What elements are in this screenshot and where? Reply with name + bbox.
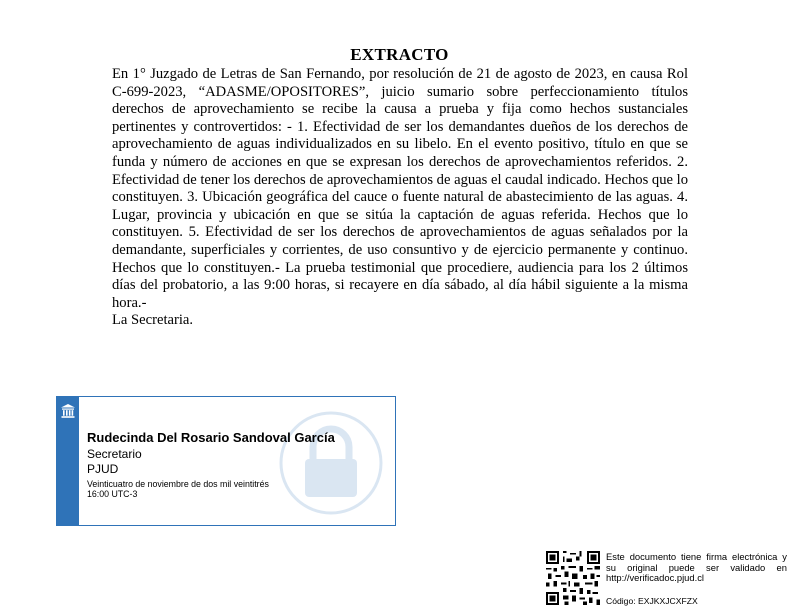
verification-notice: Este documento tiene firma electrónica y su original puede ser validado en http://verificadoc.pjud.cl: [606, 551, 787, 584]
signature-time: 16:00 UTC-3: [87, 489, 138, 499]
signature-block: [56, 396, 396, 526]
lock-icon: [279, 409, 383, 517]
verification-code: Código: EXJKXJCXFZX: [606, 596, 698, 606]
signature-accent-bar: [57, 397, 79, 525]
qr-code-icon: [546, 551, 600, 605]
signer-role: Secretario: [87, 447, 142, 461]
signer-name: Rudecinda Del Rosario Sandoval García: [87, 430, 335, 445]
document-title: EXTRACTO: [350, 45, 449, 64]
document-body: [112, 66, 688, 330]
closing-line: La Secretaria.: [112, 312, 194, 329]
body-paragraph: En 1° Juzgado de Letras de San Fernando, por resolución de 21 de agosto de 2023, en causa Rol C-699-2023, “ADASME/OPOSITORES”, juicio sumario sobre perfeccionamiento títulos derechos de aprovechamiento se recibe la causa a prueba y fija como hechos sustanciales pertinentes y controvertidos: - 1. Efectividad de ser los demandantes dueños de los derechos de aprovechamiento de aguas individualizados en su libelo. En el evento positivo, título en que se funda y número de acciones en que se expresan los derechos de aprovechamientos referidos. 2. Efectividad de tener los derechos de aprovechamientos de aguas el caudal indicado. Hechos que lo constituyen. 3. Ubicación geográfica del cauce o fuente natural de abastecimiento de las aguas. 4. Lugar, provincia y ubicación en que se sitúa la captación de aguas referida. Hechos que lo constituyen. 5. Efectividad de ser los derechos de aprovechamientos de aguas señalados por la demandante, superficiales y corrientes, de uso consuntivo y de ejercicio permanente y continuo. Hechos que lo constituyen.- La prueba testimonial que procediere, audiencia para los 2 últimos días del probatorio, a las 9:00 horas, si recayere en día sábado, al día hábil siguiente a la misma hora.-: [112, 66, 688, 311]
signer-organization: PJUD: [87, 462, 119, 476]
courthouse-icon: [60, 403, 76, 419]
signature-date: Veinticuatro de noviembre de dos mil veintitrés: [87, 479, 269, 489]
